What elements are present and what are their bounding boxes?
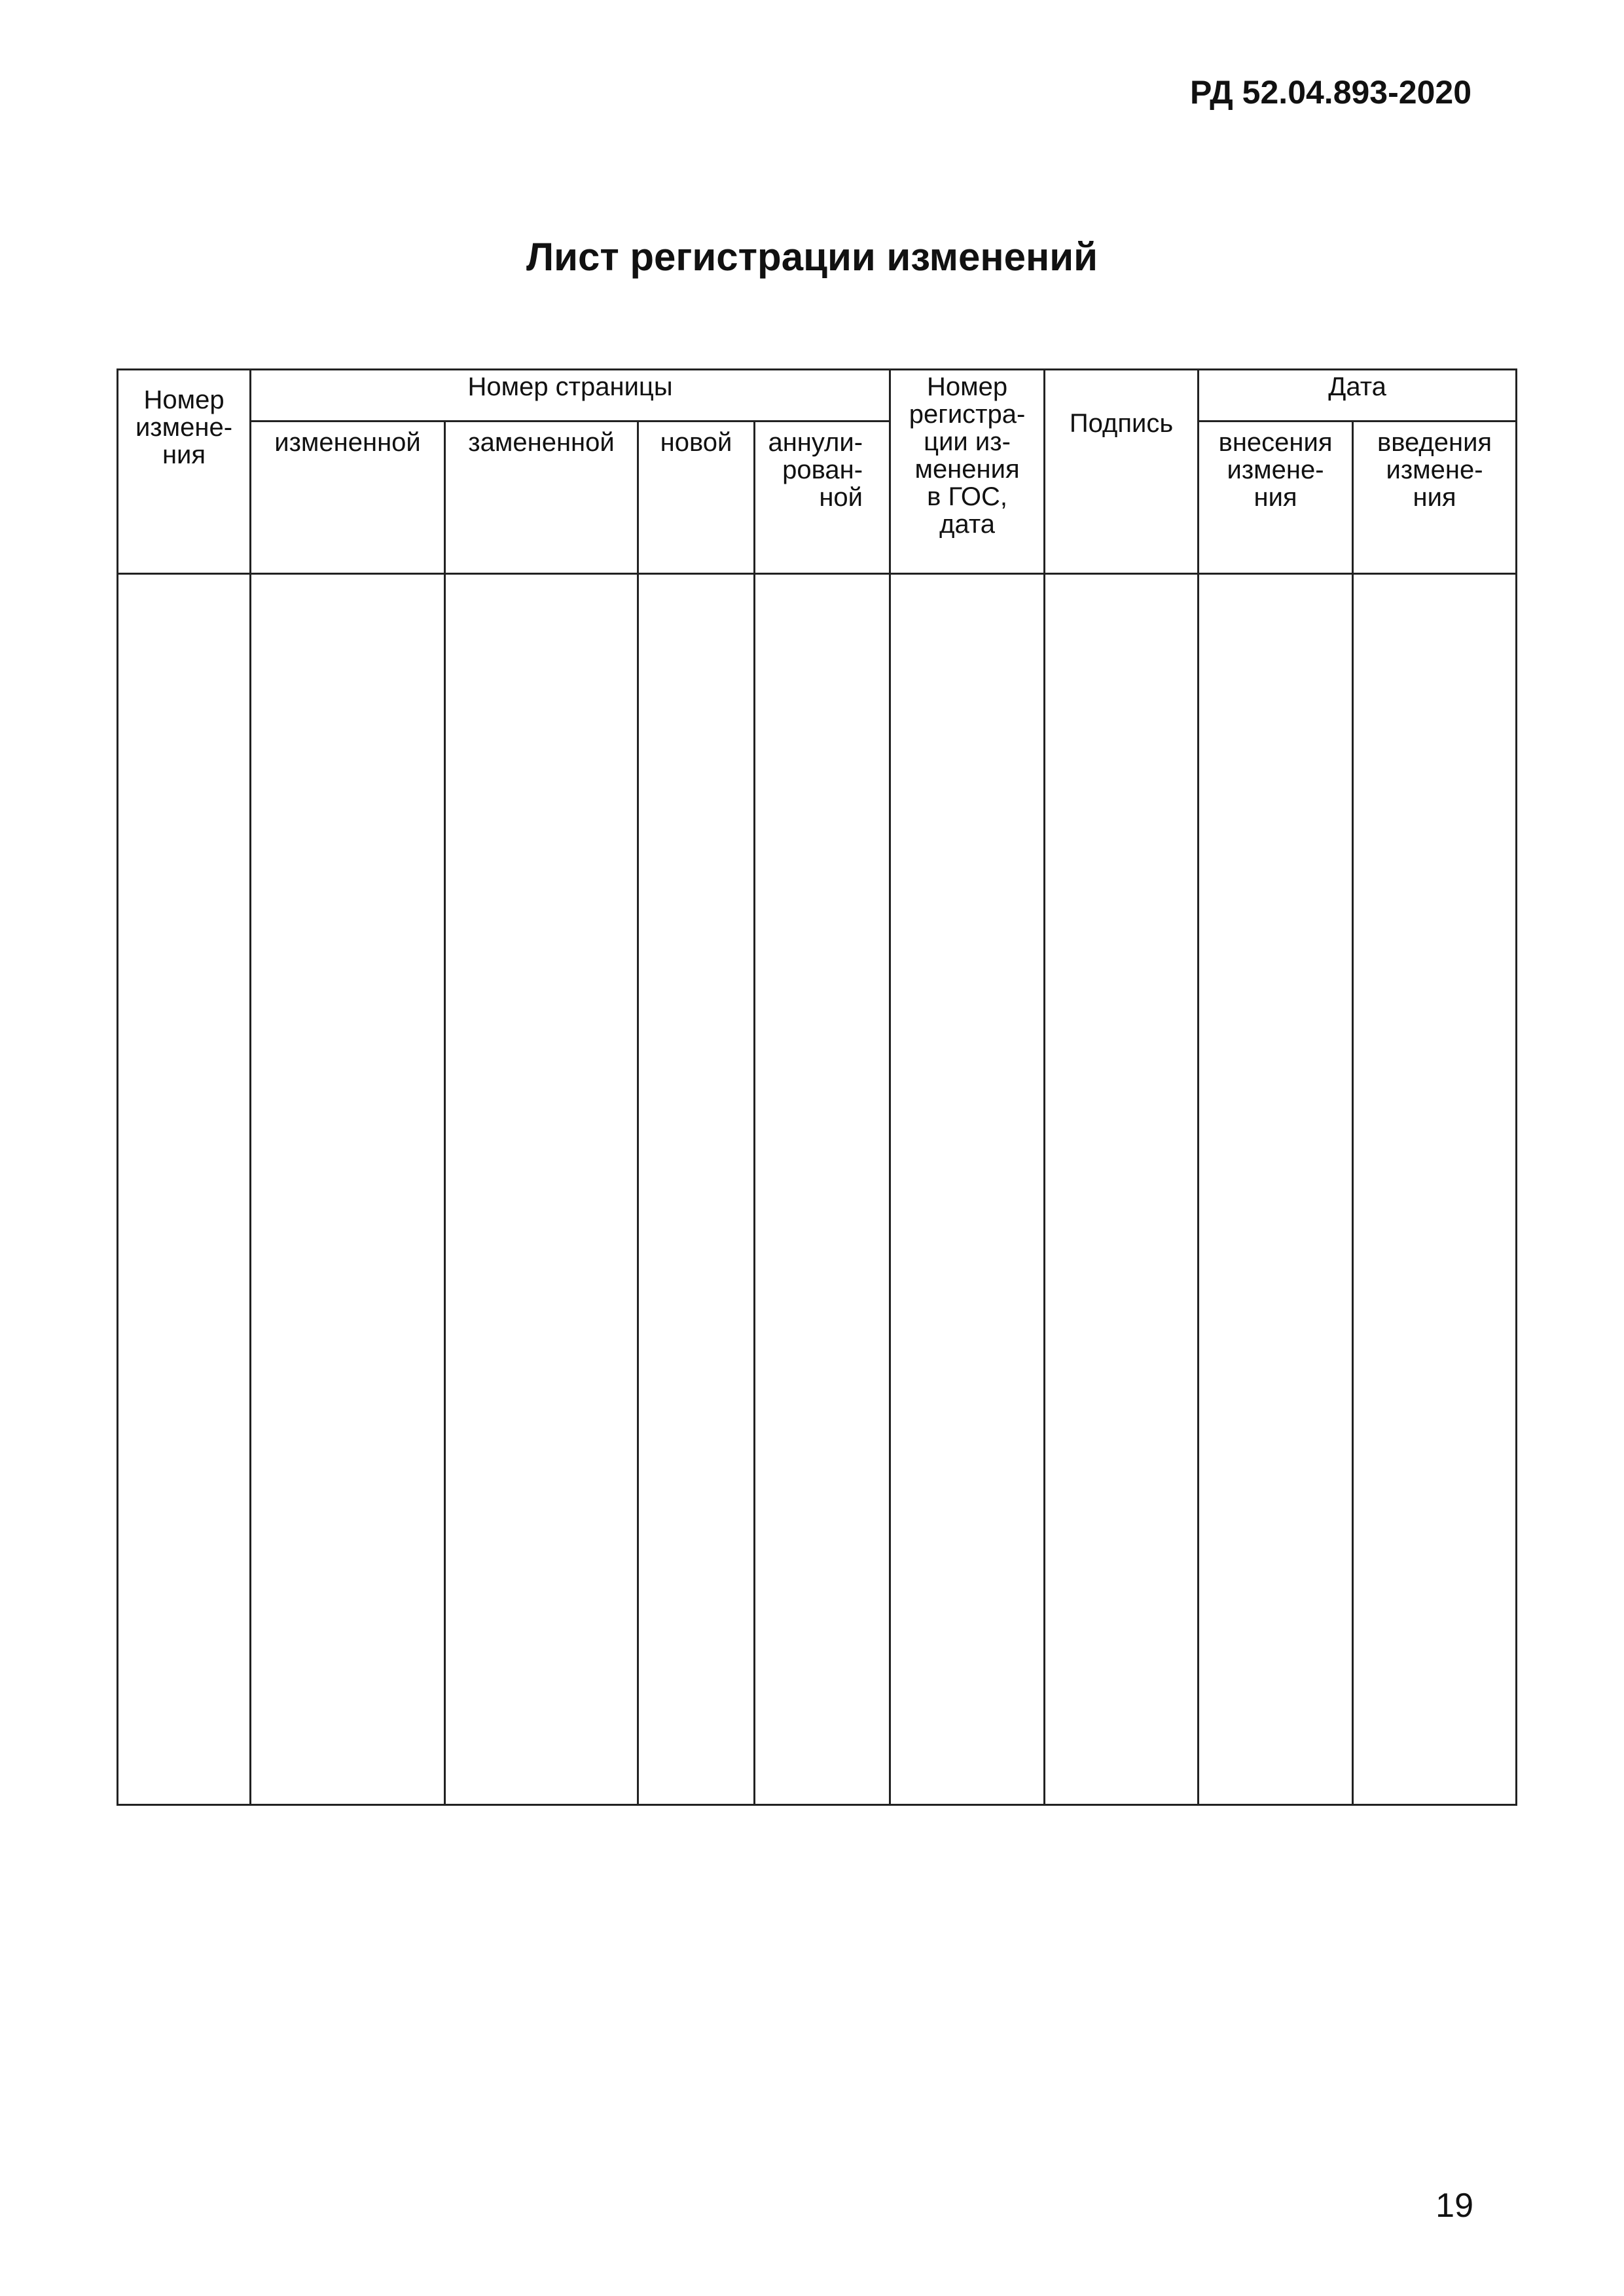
page-title: Лист регистрации изменений bbox=[526, 235, 1098, 279]
header-page-number-group: Номер страницы bbox=[251, 370, 890, 422]
header-change-number: Номер измене- ния bbox=[118, 370, 251, 574]
header-page-replaced: замененной bbox=[445, 422, 638, 574]
header-registration-number: Номер регистра- ции из- менения в ГОС, дата bbox=[890, 370, 1045, 574]
change-registration-table bbox=[117, 368, 1517, 1806]
header-date-effective: введения измене- ния bbox=[1353, 422, 1517, 574]
cell-page-new bbox=[638, 574, 755, 1805]
header-page-changed: измененной bbox=[251, 422, 445, 574]
page-number: 19 bbox=[1435, 2187, 1473, 2225]
cell-page-replaced bbox=[445, 574, 638, 1805]
cell-signature bbox=[1045, 574, 1199, 1805]
cell-registration-number bbox=[890, 574, 1045, 1805]
cell-date-effective bbox=[1353, 574, 1517, 1805]
cell-date-entry bbox=[1199, 574, 1353, 1805]
cell-page-annulled bbox=[755, 574, 890, 1805]
header-signature: Подпись bbox=[1045, 370, 1199, 574]
table-row bbox=[118, 574, 1517, 1805]
cell-page-changed bbox=[251, 574, 445, 1805]
header-date-group: Дата bbox=[1199, 370, 1517, 422]
header-page-new: новой bbox=[638, 422, 755, 574]
document-code: РД 52.04.893-2020 bbox=[1189, 74, 1471, 111]
cell-change-number bbox=[118, 574, 251, 1805]
header-date-entry: внесения измене- ния bbox=[1199, 422, 1353, 574]
header-page-annulled: аннули- рован- ной bbox=[755, 422, 890, 574]
